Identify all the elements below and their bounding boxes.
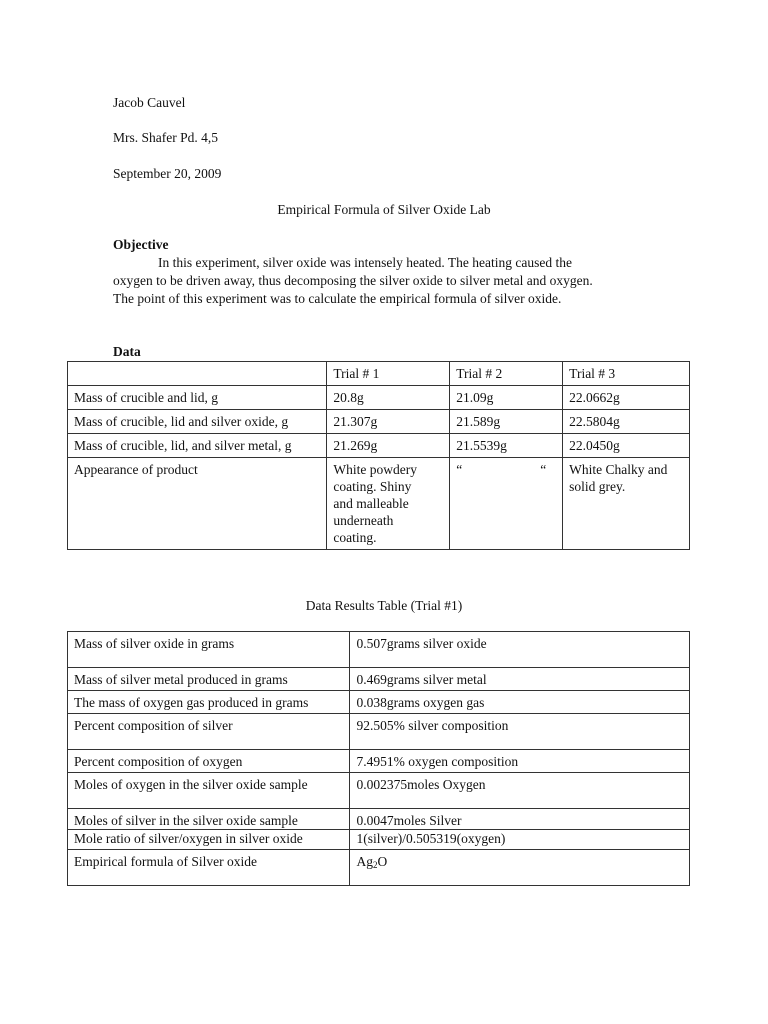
author-name: Jacob Cauvel [113,95,186,110]
row-label: Moles of silver in the silver oxide sample [68,809,350,830]
table-cell: 21.269g [327,434,450,458]
table-cell: 0.507grams silver oxide [350,632,690,668]
table-cell: 21.5539g [450,434,563,458]
ditto-mark-close: “ [540,462,547,477]
table-row [68,668,690,691]
table-cell: 0.0047moles Silver [350,809,690,830]
objective-paragraph [113,254,673,308]
row-label: Percent composition of oxygen [68,750,350,773]
formula-row [68,850,690,886]
data-heading: Data [113,344,141,359]
data-header-row [68,362,690,386]
objective-line-3: The point of this experiment was to calculate the empirical formula of silver oxide. [113,291,562,306]
header-cell: Trial # 2 [450,362,563,386]
table-cell: 0.038grams oxygen gas [350,691,690,714]
row-label: Percent composition of silver [68,714,350,750]
row-label: The mass of oxygen gas produced in grams [68,691,350,714]
table-cell: 22.5804g [563,410,690,434]
table-cell: 21.307g [327,410,450,434]
appearance-row [68,458,690,550]
table-cell: 7.4951% oxygen composition [350,750,690,773]
row-label: Empirical formula of Silver oxide [68,850,350,886]
row-label: Mole ratio of silver/oxygen in silver oxide [68,830,350,850]
results-title: Data Results Table (Trial #1) [305,598,463,613]
table-row [68,410,690,434]
table-row [68,691,690,714]
objective-line-1: In this experiment, silver oxide was intensely heated. The heating caused the [158,255,572,270]
document-title: Empirical Formula of Silver Oxide Lab [277,202,491,217]
empirical-formula: $Ag_2O$ [350,850,690,886]
teacher-period: Mrs. Shafer Pd. 4,5 [113,130,218,145]
report-date: September 20, 2009 [113,166,222,181]
table-cell: 20.8g [327,386,450,410]
row-label: Mass of silver oxide in grams [68,632,350,668]
row-label: Moles of oxygen in the silver oxide sample [68,773,350,809]
appearance-trial-2 [450,458,563,550]
objective-line-2: oxygen to be driven away, thus decomposing the silver oxide to silver metal and oxygen. [113,273,593,288]
table-row [68,750,690,773]
header-cell: Trial # 3 [563,362,690,386]
row-label: Mass of silver metal produced in grams [68,668,350,691]
table-row [68,434,690,458]
table-cell: 0.002375moles Oxygen [350,773,690,809]
objective-heading: Objective [113,237,169,252]
table-cell: 22.0450g [563,434,690,458]
table-cell: 0.469grams silver metal [350,668,690,691]
table-row [68,632,690,668]
row-label: Mass of crucible and lid, g [68,386,327,410]
table-row [68,773,690,809]
table-cell: 21.09g [450,386,563,410]
table-cell: 22.0662g [563,386,690,410]
header-cell [68,362,327,386]
table-row [68,830,690,850]
row-label: Appearance of product [68,458,327,550]
table-cell: 92.505% silver composition [350,714,690,750]
table-cell: 1(silver)/0.505319(oxygen) [350,830,690,850]
results-table [67,631,690,886]
data-table [67,361,690,550]
table-row [68,386,690,410]
header-cell: Trial # 1 [327,362,450,386]
appearance-trial-3: White Chalky and solid grey. [563,458,690,550]
row-label: Mass of crucible, lid and silver oxide, g [68,410,327,434]
table-row [68,714,690,750]
appearance-trial-1: White powdery coating. Shiny and malleable underneath coating. [327,458,450,550]
table-cell: 21.589g [450,410,563,434]
row-label: Mass of crucible, lid, and silver metal, g [68,434,327,458]
ditto-mark-open: “ [456,462,463,477]
table-row [68,809,690,830]
